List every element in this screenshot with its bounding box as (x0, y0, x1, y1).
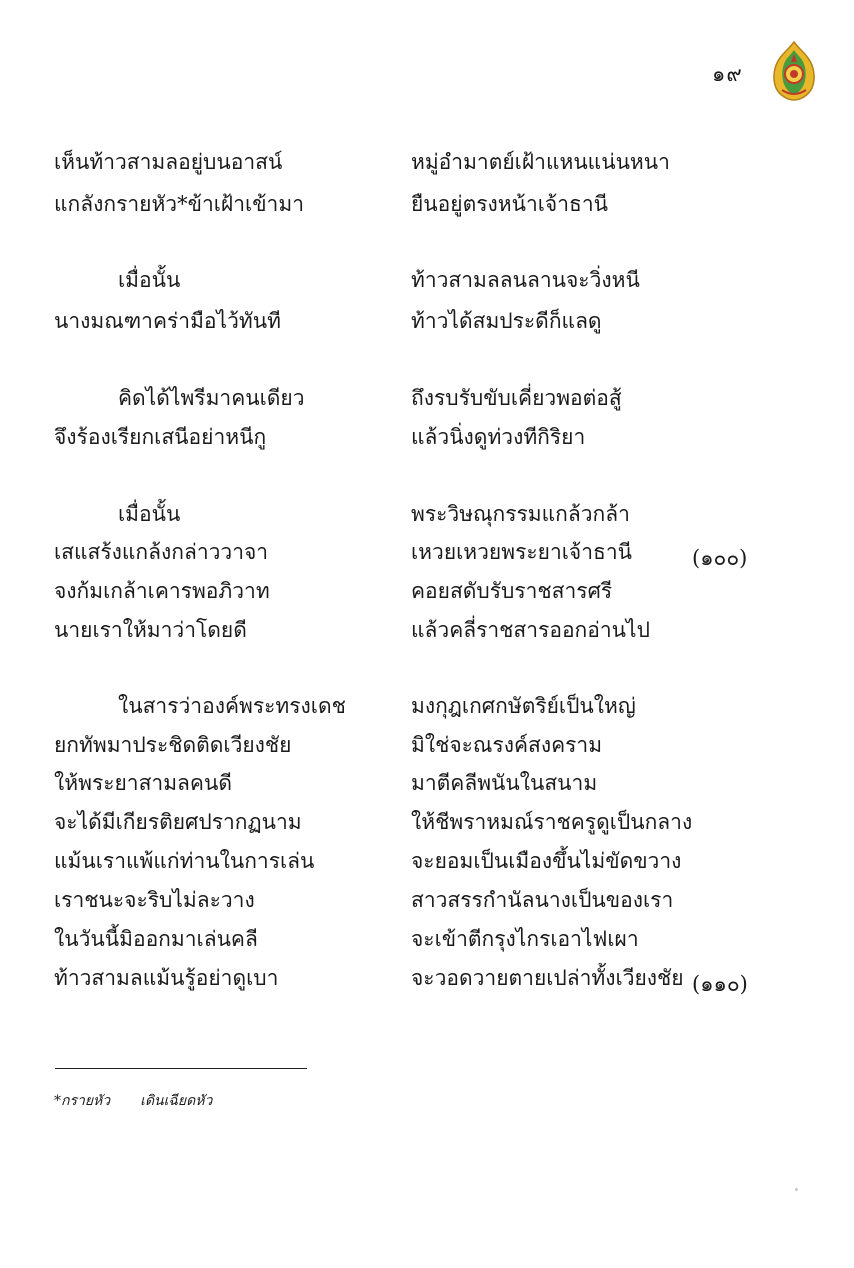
verse-left-line: เสแสร้งแกล้งกล่าววาจา (54, 540, 269, 564)
verse-left-line: นายเราให้มาว่าโดยดี (54, 618, 247, 642)
verse-left-line: จึงร้องเรียกเสนีอย่าหนีกู (54, 425, 267, 449)
verse-left-line: นางมณฑาคร่ามือไว้ทันที (54, 309, 281, 333)
verse-left-line: เห็นท้าวสามลอยู่บนอาสน์ (54, 150, 283, 174)
verse-right-line: หมู่อำมาตย์เฝ้าแหนแน่นหนา (411, 150, 670, 174)
footnote (54, 1090, 212, 1112)
verse-right-line: จะวอดวายตายเปล่าทั้งเวียงชัย (411, 966, 684, 990)
verse-right-line: ให้ชีพราหมณ์ราชครูดูเป็นกลาง (411, 810, 693, 834)
verse-right-line: แล้วคลี่ราชสารออกอ่านไป (411, 618, 650, 642)
verse-right-line: จะยอมเป็นเมืองขึ้นไม่ขัดขวาง (411, 849, 682, 873)
verse-left-line: จงก้มเกล้าเคารพอภิวาท (54, 579, 270, 603)
verse-left-line: แม้นเราแพ้แก่ท่านในการเล่น (54, 849, 315, 873)
verse-left-line: เมื่อนั้น (118, 502, 181, 526)
verse-right-line: แล้วนิ่งดูท่วงทีกิริยา (411, 425, 586, 449)
verse-left-line: เราชนะจะริบไม่ละวาง (54, 888, 255, 912)
verse-right-line: ท้าวสามลลนลานจะวิ่งหนี (411, 268, 640, 292)
verse-right-line: มงกุฎเกศกษัตริย์เป็นใหญ่ (411, 694, 636, 718)
verse-right-line: มิใช่จะณรงค์สงคราม (411, 733, 603, 757)
verse-right-line: คอยสดับรับราชสารศรี (411, 579, 613, 603)
verse-left-line: ในวันนี้มิออกมาเล่นคลี (54, 927, 258, 951)
paper-speck (795, 1188, 798, 1191)
verse-right-line: เหวยเหวยพระยาเจ้าธานี (411, 540, 632, 564)
verse-left-line: แกลังกรายหัว*ข้าเฝ้าเข้ามา (54, 192, 304, 216)
verse-right-line: จะเข้าตีกรุงไกรเอาไฟเผา (411, 927, 639, 951)
royal-emblem-icon (770, 40, 818, 102)
verse-right-line: มาตีคลีพนันในสนาม (411, 771, 598, 795)
verse-number: (๑๑๐) (692, 972, 748, 996)
verse-right-line: พระวิษณุกรรมแกล้วกล้า (411, 502, 630, 526)
verse-left-line: คิดได้ไพรีมาคนเดียว (118, 386, 305, 410)
verse-left-line: ยกทัพมาประชิดติดเวียงชัย (54, 733, 292, 757)
verse-left-line: จะได้มีเกียรติยศปรากฏนาม (54, 810, 302, 834)
footnote-definition: เดินเฉียดหัว (140, 1093, 213, 1109)
verse-left-line: ให้พระยาสามลคนดี (54, 771, 232, 795)
verse-left-line: เมื่อนั้น (118, 268, 181, 292)
verse-right-line: ยืนอยู่ตรงหน้าเจ้าธานี (411, 192, 608, 216)
verse-left-line: ในสารว่าองค์พระทรงเดช (118, 694, 346, 718)
footnote-divider (55, 1068, 307, 1069)
verse-right-line: สาวสรรกำนัลนางเป็นของเรา (411, 888, 674, 912)
verse-left-line: ท้าวสามลแม้นรู้อย่าดูเบา (54, 966, 279, 990)
footnote-term: *กรายหัว (54, 1093, 111, 1109)
verse-right-line: ถึงรบรับขับเคี่ยวพอต่อสู้ (411, 386, 622, 410)
verse-right-line: ท้าวได้สมประดีก็แลดู (411, 309, 602, 333)
page-number: ๑๙ (712, 62, 743, 86)
verse-number: (๑๐๐) (692, 546, 748, 570)
